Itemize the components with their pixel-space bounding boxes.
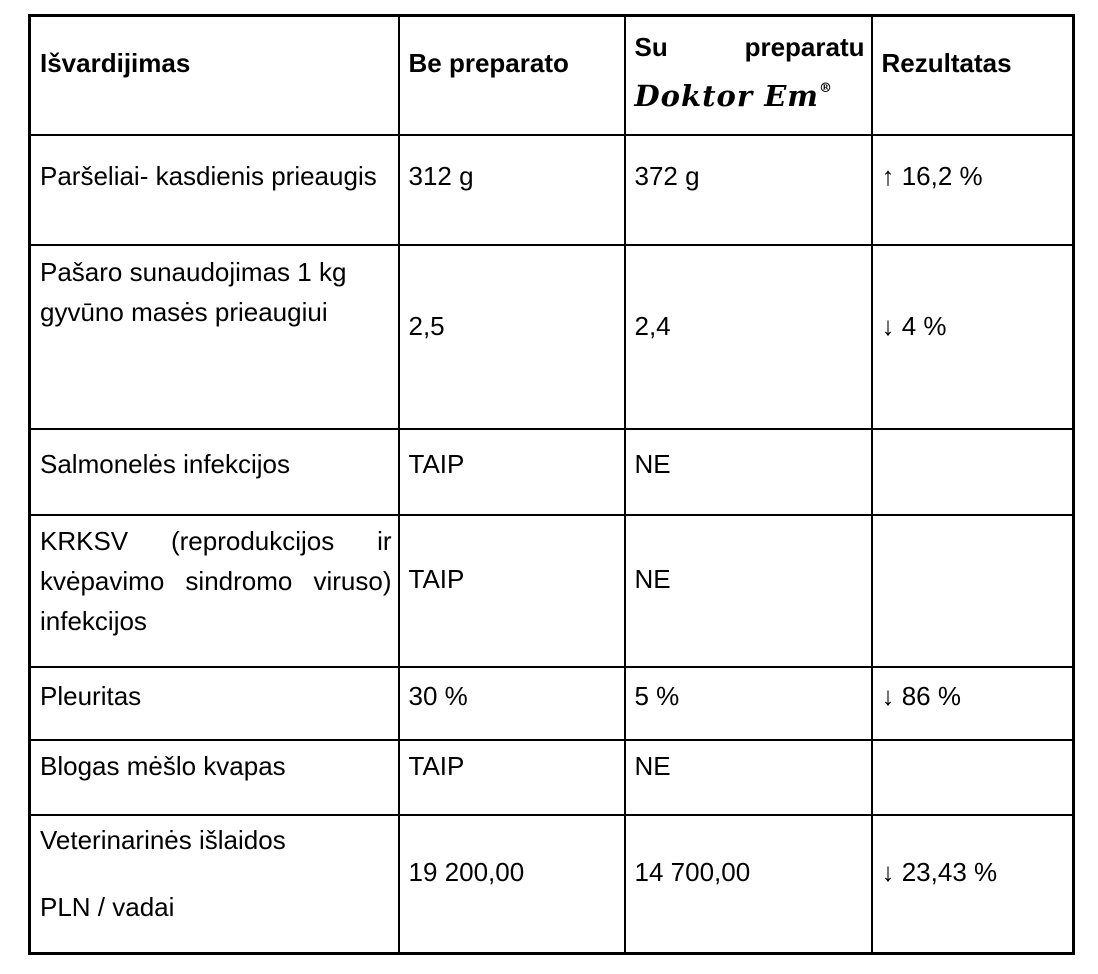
- value-rezultatas: ↓ 4 %: [872, 245, 1074, 429]
- header-be-preparato: [399, 16, 625, 135]
- table-row: [30, 245, 1074, 429]
- value-be-preparato: 2,5: [399, 245, 625, 429]
- value-be-preparato: 30 %: [399, 667, 625, 740]
- row-label: KRKSV (reprodukcijos ir kvėpavimo sindromo viruso) infekcijos: [30, 515, 399, 667]
- brand-doktor-em: [635, 67, 865, 118]
- header-isvardijimas: [30, 16, 399, 135]
- value-su-preparatu: NE: [625, 515, 872, 667]
- value-su-preparatu: 372 g: [625, 135, 872, 245]
- value-be-preparato: TAIP: [399, 429, 625, 515]
- header-row: [30, 16, 1074, 135]
- row-label: Paršeliai- kasdienis prieaugis: [30, 135, 399, 245]
- row-label-line2: PLN / vadai: [40, 891, 175, 922]
- registered-trademark-symbol: ®: [819, 81, 832, 96]
- row-label: [30, 815, 399, 954]
- value-rezultatas: ↓ 23,43 %: [872, 815, 1074, 954]
- value-rezultatas: [872, 740, 1074, 815]
- value-be-preparato: TAIP: [399, 515, 625, 667]
- row-label-line1: Veterinarinės išlaidos: [40, 824, 286, 855]
- row-label: Pleuritas: [30, 667, 399, 740]
- header-su-preparatu: [625, 16, 872, 135]
- header-isvardijimas-label: Išvardijimas: [40, 48, 191, 78]
- value-be-preparato: TAIP: [399, 740, 625, 815]
- table-row: [30, 515, 1074, 667]
- header-rezultatas-label: Rezultatas: [881, 48, 1012, 78]
- value-rezultatas: [872, 429, 1074, 515]
- row-label: Blogas mėšlo kvapas: [30, 740, 399, 815]
- value-rezultatas: [872, 515, 1074, 667]
- value-be-preparato: 312 g: [399, 135, 625, 245]
- header-preparatu-word: preparatu: [744, 32, 865, 62]
- value-su-preparatu: 5 %: [625, 667, 872, 740]
- value-su-preparatu: 14 700,00: [625, 815, 872, 954]
- row-label: Pašaro sunaudojimas 1 kg gyvūno masės prieaugiui: [30, 245, 399, 429]
- table-row: [30, 429, 1074, 515]
- brand-name: Doktor Em: [634, 79, 819, 113]
- value-su-preparatu: NE: [625, 740, 872, 815]
- value-rezultatas: ↓ 86 %: [872, 667, 1074, 740]
- value-rezultatas: ↑ 16,2 %: [872, 135, 1074, 245]
- table-row: [30, 135, 1074, 245]
- header-be-preparato-label: Be preparato: [408, 48, 569, 78]
- header-su-preparatu-line1: [635, 27, 865, 67]
- table-row: [30, 740, 1074, 815]
- row-label: Salmonelės infekcijos: [30, 429, 399, 515]
- table-row: [30, 815, 1074, 954]
- table-row: [30, 667, 1074, 740]
- value-be-preparato: 19 200,00: [399, 815, 625, 954]
- header-su-word: Su: [634, 32, 668, 62]
- value-su-preparatu: 2,4: [625, 245, 872, 429]
- results-table: [28, 14, 1075, 955]
- header-rezultatas: [872, 16, 1074, 135]
- value-su-preparatu: NE: [625, 429, 872, 515]
